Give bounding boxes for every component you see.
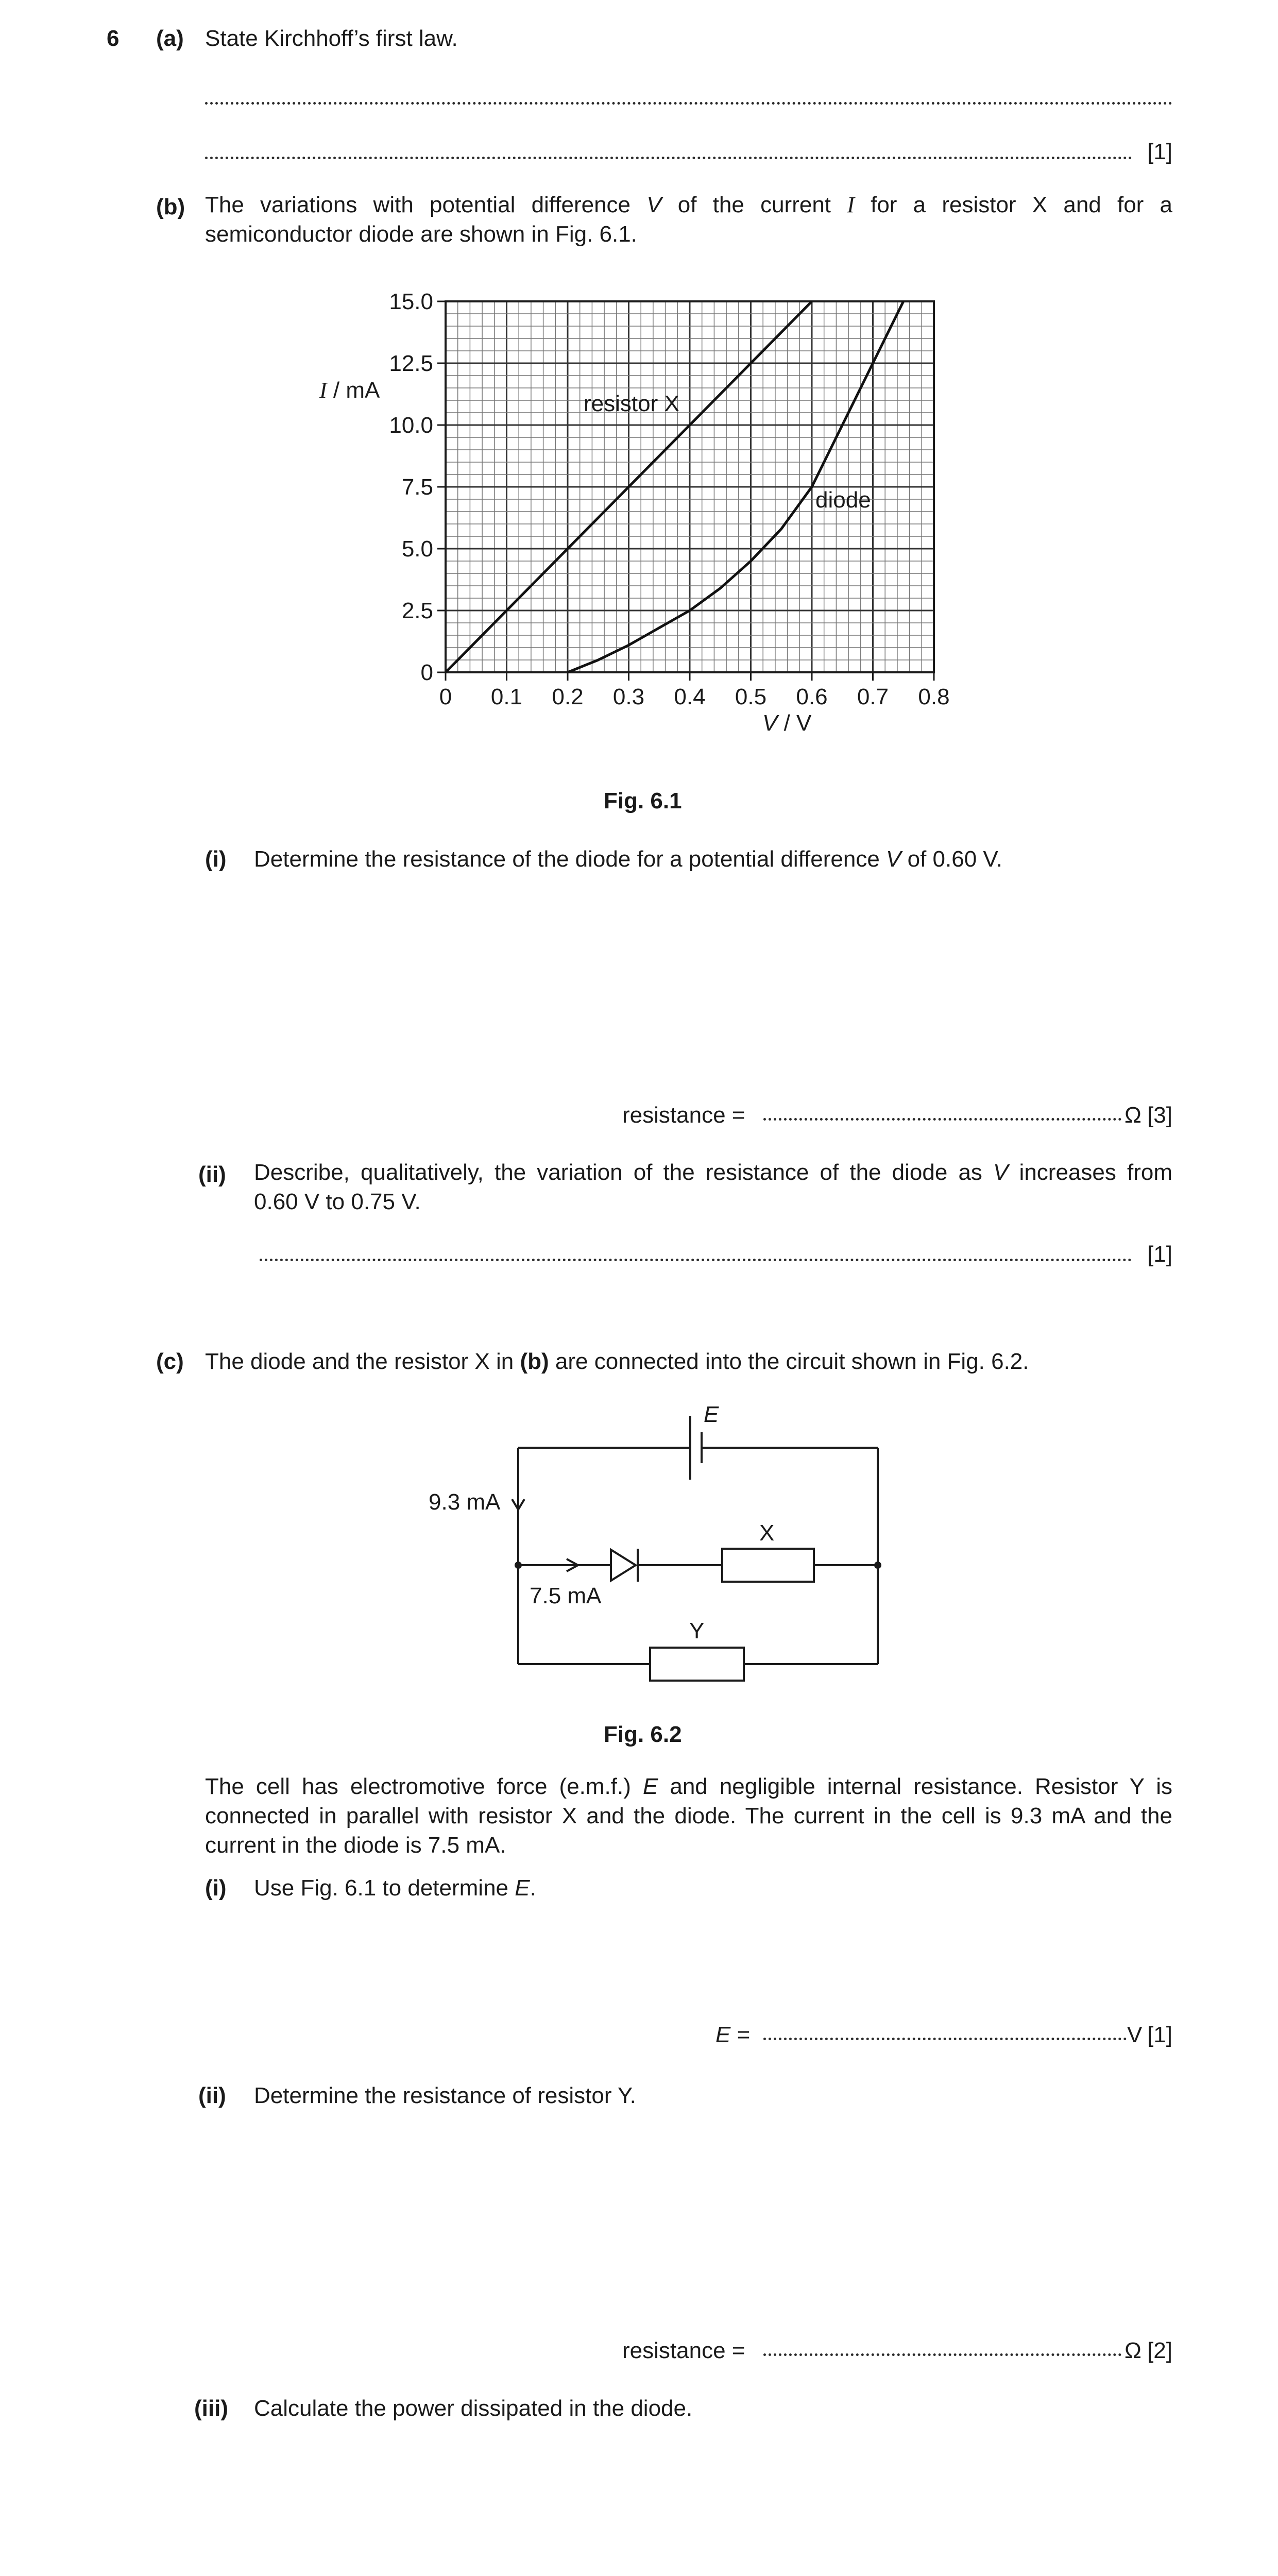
x-tick-label: 0.7 xyxy=(857,684,889,709)
part-b-text-line2: semiconductor diode are shown in Fig. 6.1. xyxy=(205,222,637,247)
current-label-cell: 9.3 mA xyxy=(429,1489,501,1515)
unit-c-i: V xyxy=(1127,2022,1143,2047)
part-a-label: (a) xyxy=(156,26,184,51)
resistor-x-label: X xyxy=(759,1520,775,1546)
diode-symbol xyxy=(611,1550,636,1581)
unit-b-i: Ω xyxy=(1124,1103,1141,1128)
y-tick-label: 10.0 xyxy=(389,413,433,438)
y-tick-label: 5.0 xyxy=(401,536,433,562)
mark-a: [1] xyxy=(1147,139,1172,164)
resistor-x xyxy=(722,1549,814,1582)
x-tick-label: 0 xyxy=(439,684,452,709)
junction-left xyxy=(515,1562,522,1569)
answer-line-a1[interactable] xyxy=(205,102,1172,105)
current-label-diode: 7.5 mA xyxy=(530,1583,602,1608)
x-tick-label: 0.5 xyxy=(735,684,767,709)
part-a-text: State Kirchhoff’s first law. xyxy=(205,26,458,51)
unit-c-ii: Ω xyxy=(1124,2338,1141,2363)
junction-right xyxy=(874,1562,881,1569)
series-label-resistor-x: resistor X xyxy=(584,391,679,416)
part-c-text: The diode and the resistor X in (b) are connected into the circuit shown in Fig. 6.2. xyxy=(205,1349,1029,1374)
part-c-i-text: Use Fig. 6.1 to determine E. xyxy=(254,1875,536,1901)
series-label-diode: diode xyxy=(815,487,871,513)
question-number: 6 xyxy=(107,26,120,51)
mark-c-ii: [2] xyxy=(1147,2338,1172,2363)
fig-6-2-caption: Fig. 6.2 xyxy=(604,1722,682,1747)
part-c-para-line1: The cell has electromotive force (e.m.f.) E and negligible internal resistance. Resistor Y is xyxy=(205,1774,1173,1799)
y-axis-label: I / mA xyxy=(319,378,380,403)
answer-line-a2[interactable] xyxy=(205,157,1132,159)
part-b-ii-text-line2: 0.60 V to 0.75 V. xyxy=(254,1189,421,1214)
fig-6-1-caption: Fig. 6.1 xyxy=(604,788,682,814)
cell-label-e: E xyxy=(704,1402,719,1427)
part-b-i-text: Determine the resistance of the diode for a potential difference V of 0.60 V. xyxy=(254,846,1002,872)
answer-label-c-ii: resistance = xyxy=(622,2338,745,2363)
answer-field-c-i[interactable] xyxy=(763,2038,1127,2040)
part-c-i-label: (i) xyxy=(205,1875,227,1901)
part-c-ii-text: Determine the resistance of resistor Y. xyxy=(254,2083,636,2108)
answer-line-b-ii[interactable] xyxy=(260,1259,1132,1261)
part-c-iii-text: Calculate the power dissipated in the diode. xyxy=(254,2396,693,2421)
x-axis-label: V / V xyxy=(762,710,812,736)
part-c-ii-label: (ii) xyxy=(198,2083,226,2108)
mark-b-ii: [1] xyxy=(1147,1242,1172,1267)
x-tick-label: 0.1 xyxy=(490,684,523,709)
resistor-y-label: Y xyxy=(689,1618,705,1643)
mark-c-i: [1] xyxy=(1147,2022,1172,2047)
part-c-para-line2: connected in parallel with resistor X and the diode. The current in the cell is 9.3 mA and the xyxy=(205,1803,1172,1828)
part-c-iii-label: (iii) xyxy=(194,2396,228,2421)
answer-label-c-i: E = xyxy=(715,2022,751,2047)
part-c-para-line3: current in the diode is 7.5 mA. xyxy=(205,1833,506,1858)
answer-field-c-ii[interactable] xyxy=(763,2353,1121,2356)
y-tick-label: 7.5 xyxy=(401,474,433,500)
y-tick-label: 15.0 xyxy=(389,289,433,314)
y-tick-label: 2.5 xyxy=(401,598,433,623)
y-tick-label: 12.5 xyxy=(389,351,433,376)
fig-6-2-circuit xyxy=(422,1401,907,1690)
y-tick-label: 0 xyxy=(420,660,433,685)
answer-field-b-i[interactable] xyxy=(763,1118,1121,1121)
part-b-text-line1: The variations with potential difference V of the current I for a resistor X and for a xyxy=(205,192,1173,217)
x-tick-label: 0.3 xyxy=(612,684,645,709)
part-b-ii-text-line1: Describe, qualitatively, the variation of the resistance of the diode as V increases from xyxy=(254,1160,1172,1185)
resistor-y xyxy=(650,1648,744,1681)
part-b-label: (b) xyxy=(156,194,185,219)
answer-label-b-i: resistance = xyxy=(622,1103,745,1128)
x-tick-label: 0.8 xyxy=(918,684,950,709)
part-b-i-label: (i) xyxy=(205,846,227,872)
x-tick-label: 0.6 xyxy=(796,684,828,709)
part-b-ii-label: (ii) xyxy=(198,1162,226,1187)
part-c-label: (c) xyxy=(156,1349,184,1374)
x-tick-label: 0.2 xyxy=(552,684,584,709)
x-tick-label: 0.4 xyxy=(674,684,706,709)
mark-b-i: [3] xyxy=(1147,1103,1172,1128)
fig-6-1-chart xyxy=(288,278,968,742)
